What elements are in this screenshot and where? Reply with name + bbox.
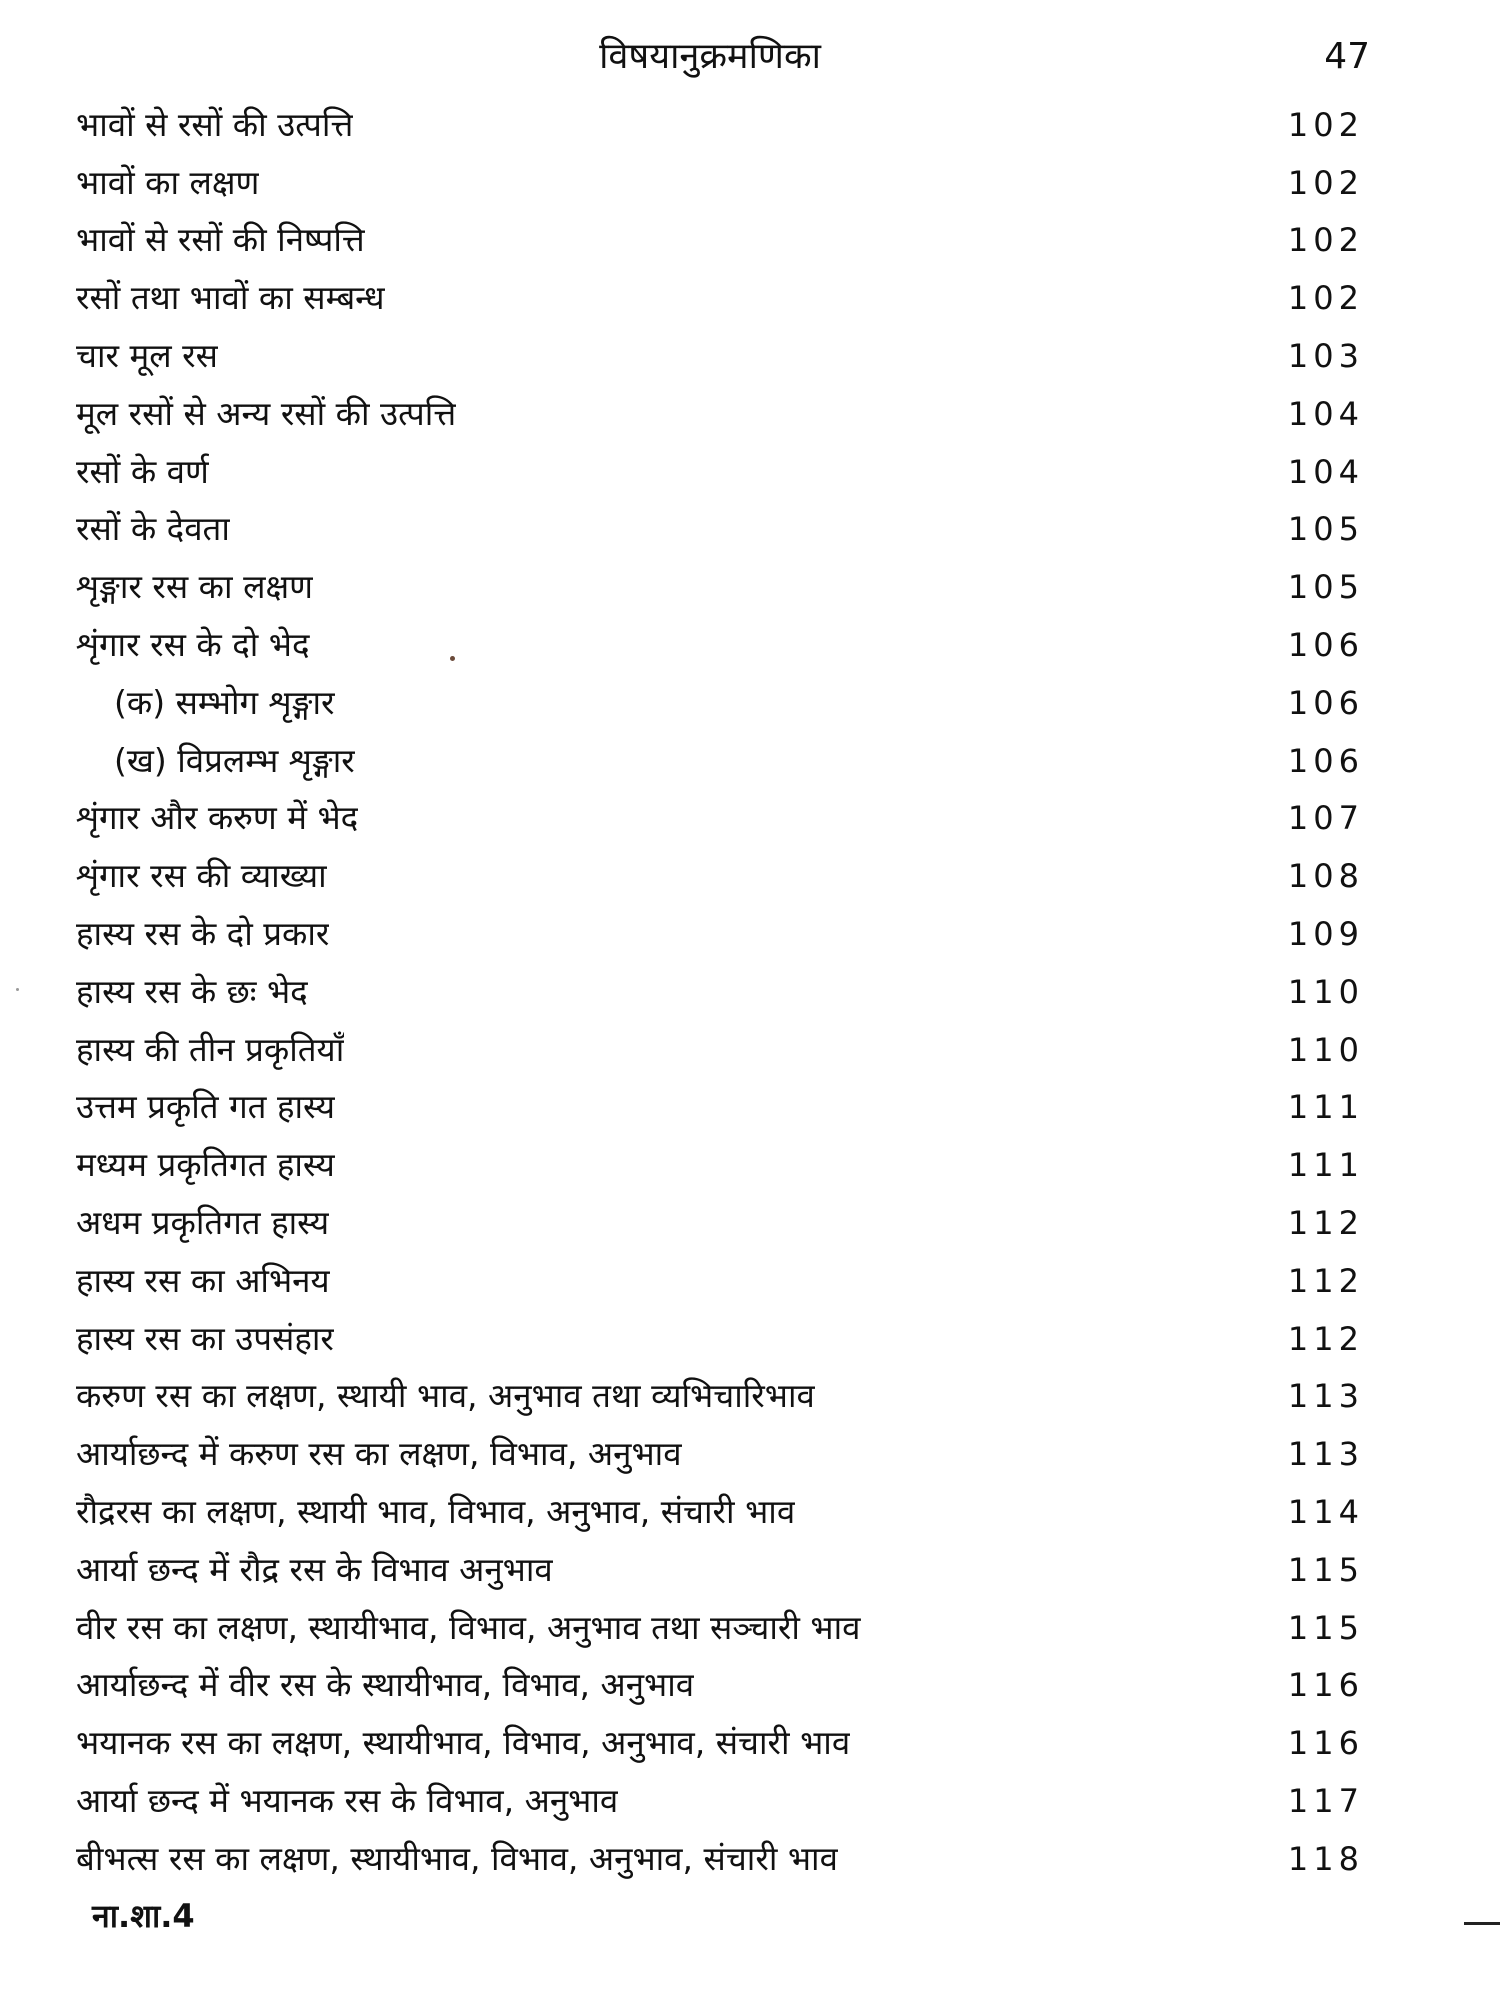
toc-entry-title: चार मूल रस xyxy=(76,336,218,376)
toc-entry-title: आर्याछन्द में करुण रस का लक्षण, विभाव, अनुभाव xyxy=(76,1434,682,1474)
table-of-contents xyxy=(76,96,1364,1888)
toc-entry-title: शृंगार रस की व्याख्या xyxy=(76,856,327,896)
toc-entry-page: 105 xyxy=(1287,510,1364,549)
toc-entry-title: (क) सम्भोग शृङ्गार xyxy=(114,682,335,722)
toc-entry-title: शृंगार रस के दो भेद xyxy=(76,625,310,665)
toc-row xyxy=(76,327,1364,385)
toc-entry-title: उत्तम प्रकृति गत हास्य xyxy=(76,1087,336,1127)
toc-row-subentry xyxy=(76,674,1364,732)
toc-entry-title: हास्य की तीन प्रकृतियाँ xyxy=(76,1029,345,1069)
toc-entry-title: आर्या छन्द में रौद्र रस के विभाव अनुभाव xyxy=(76,1549,553,1589)
toc-entry-title: रसों के वर्ण xyxy=(76,451,209,491)
toc-row xyxy=(76,1252,1364,1310)
toc-entry-page: 114 xyxy=(1287,1493,1364,1532)
toc-entry-page: 115 xyxy=(1287,1608,1364,1647)
toc-entry-title: आर्याछन्द में वीर रस के स्थायीभाव, विभाव, अनुभाव xyxy=(76,1665,695,1705)
toc-row xyxy=(76,1657,1364,1715)
toc-row xyxy=(76,1541,1364,1599)
page-title: विषयानुक्रमणिका xyxy=(599,36,821,77)
signature-mark: ना.शा.4 xyxy=(92,1897,195,1935)
toc-entry-title: बीभत्स रस का लक्षण, स्थायीभाव, विभाव, अनुभाव, संचारी भाव xyxy=(76,1838,838,1878)
page-number: 47 xyxy=(1324,36,1370,77)
toc-entry-page: 109 xyxy=(1287,915,1364,954)
toc-row xyxy=(76,558,1364,616)
toc-row xyxy=(76,269,1364,327)
toc-row xyxy=(76,385,1364,443)
toc-entry-page: 112 xyxy=(1287,1319,1364,1358)
toc-entry-page: 102 xyxy=(1287,163,1364,202)
toc-entry-title: हास्य रस के दो प्रकार xyxy=(76,914,330,954)
toc-entry-page: 112 xyxy=(1287,1261,1364,1300)
toc-entry-title: भयानक रस का लक्षण, स्थायीभाव, विभाव, अनुभाव, संचारी भाव xyxy=(76,1723,851,1763)
ink-speck xyxy=(16,988,19,991)
toc-entry-page: 106 xyxy=(1287,741,1364,780)
toc-entry-title: वीर रस का लक्षण, स्थायीभाव, विभाव, अनुभाव तथा सञ्चारी भाव xyxy=(76,1607,861,1647)
toc-row xyxy=(76,501,1364,559)
toc-entry-title: भावों का लक्षण xyxy=(76,162,260,202)
toc-entry-page: 106 xyxy=(1287,683,1364,722)
margin-rule xyxy=(1464,1922,1500,1925)
toc-entry-title: (ख) विप्रलम्भ शृङ्गार xyxy=(114,740,355,780)
toc-row xyxy=(76,1483,1364,1541)
toc-row xyxy=(76,96,1364,154)
toc-entry-page: 111 xyxy=(1287,1146,1364,1185)
toc-entry-title: भावों से रसों की निष्पत्ति xyxy=(76,220,365,260)
toc-entry-page: 111 xyxy=(1287,1088,1364,1127)
ink-speck xyxy=(450,656,455,661)
toc-row xyxy=(76,443,1364,501)
toc-entry-title: अधम प्रकृतिगत हास्य xyxy=(76,1203,330,1243)
toc-entry-page: 112 xyxy=(1287,1204,1364,1243)
toc-entry-title: आर्या छन्द में भयानक रस के विभाव, अनुभाव xyxy=(76,1781,619,1820)
toc-entry-page: 102 xyxy=(1287,221,1364,260)
toc-entry-page: 116 xyxy=(1287,1724,1364,1763)
toc-entry-page: 102 xyxy=(1287,105,1364,144)
toc-entry-page: 107 xyxy=(1287,799,1364,838)
toc-entry-page: 108 xyxy=(1287,857,1364,896)
toc-row xyxy=(76,1772,1364,1830)
toc-row xyxy=(76,154,1364,212)
toc-entry-title: रौद्ररस का लक्षण, स्थायी भाव, विभाव, अनुभाव, संचारी भाव xyxy=(76,1492,796,1532)
toc-row xyxy=(76,1136,1364,1194)
toc-entry-page: 104 xyxy=(1287,452,1364,491)
toc-entry-page: 105 xyxy=(1287,568,1364,607)
toc-entry-page: 118 xyxy=(1287,1839,1364,1878)
toc-row xyxy=(76,1830,1364,1888)
toc-entry-page: 104 xyxy=(1287,394,1364,433)
toc-row xyxy=(76,905,1364,963)
toc-row xyxy=(76,616,1364,674)
toc-row xyxy=(76,847,1364,905)
toc-entry-page: 117 xyxy=(1287,1782,1364,1820)
toc-entry-title: मध्यम प्रकृतिगत हास्य xyxy=(76,1145,335,1185)
toc-entry-title: भावों से रसों की उत्पत्ति xyxy=(76,104,354,144)
toc-row xyxy=(76,790,1364,848)
toc-row xyxy=(76,1714,1364,1772)
toc-row xyxy=(76,1194,1364,1252)
toc-entry-title: शृङ्गार रस का लक्षण xyxy=(76,567,313,607)
toc-entry-title: हास्य रस के छः भेद xyxy=(76,971,308,1011)
toc-row xyxy=(76,1599,1364,1657)
toc-entry-title: शृंगार और करुण में भेद xyxy=(76,798,359,838)
toc-entry-page: 113 xyxy=(1287,1377,1364,1416)
toc-row xyxy=(76,1425,1364,1483)
toc-entry-page: 115 xyxy=(1287,1550,1364,1589)
toc-row xyxy=(76,1368,1364,1426)
toc-entry-title: हास्य रस का अभिनय xyxy=(76,1260,330,1300)
toc-entry-page: 102 xyxy=(1287,279,1364,318)
toc-row xyxy=(76,1021,1364,1079)
toc-entry-page: 113 xyxy=(1287,1435,1364,1474)
toc-entry-page: 110 xyxy=(1287,1030,1364,1069)
toc-row xyxy=(76,1310,1364,1368)
toc-entry-title: रसों के देवता xyxy=(76,509,230,549)
toc-entry-page: 103 xyxy=(1287,337,1364,376)
toc-row xyxy=(76,963,1364,1021)
toc-row xyxy=(76,212,1364,270)
toc-entry-title: रसों तथा भावों का सम्बन्ध xyxy=(76,278,385,318)
toc-entry-page: 110 xyxy=(1287,972,1364,1011)
toc-entry-title: मूल रसों से अन्य रसों की उत्पत्ति xyxy=(76,393,457,433)
toc-entry-page: 116 xyxy=(1287,1666,1364,1705)
toc-entry-title: करुण रस का लक्षण, स्थायी भाव, अनुभाव तथा व्यभिचारिभाव xyxy=(76,1376,815,1416)
toc-entry-title: हास्य रस का उपसंहार xyxy=(76,1318,334,1358)
toc-entry-page: 106 xyxy=(1287,626,1364,665)
toc-row-subentry xyxy=(76,732,1364,790)
toc-row xyxy=(76,1079,1364,1137)
